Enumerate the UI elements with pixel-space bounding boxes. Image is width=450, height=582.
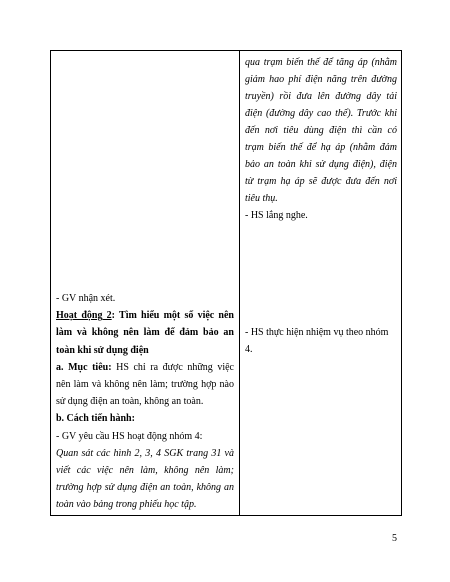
page-number: 5 [392,533,397,544]
teacher-column [56,290,234,514]
activity-title: : Tìm hiểu một số việc nên làm và không nên làm để đảm bảo an toàn khi sử dụng điện [56,310,234,356]
instruction-text: - GV yêu cầu HS hoạt động nhóm 4: [56,430,203,442]
activity-heading [56,307,234,359]
lesson-table [50,50,402,516]
student-column-top [245,54,397,224]
goal-paragraph [56,359,234,411]
remark-text: - GV nhận xét. [56,293,116,304]
column-divider [239,51,240,515]
explanation-text: qua trạm biến thế để tăng áp (nhằm giảm hao phí điện năng trên đường truyền) rồi đưa lên đường dây tải điện (đường dây cao thế). Trước khi đến nơi tiêu dùng điện thì cần có trạm biến thế để hạ áp (nhằm đảm bảo an toàn khi sử dụng điện), điện từ trạm hạ áp sẽ được đưa đến nơi tiêu thụ. [245,57,397,204]
goal-text: HS chỉ ra được những việc nên làm và không nên làm; trường hợp nào sử dụng điện an toàn, không an toàn. [56,361,234,408]
student-task-text: - HS thực hiện nhiệm vụ theo nhóm 4. [245,327,389,355]
goal-label: a. Mục tiêu: [56,361,112,373]
method-label: b. Cách tiến hành: [56,413,135,425]
task-text: Quan sát các hình 2, 3, 4 SGK trang 31 và viết các việc nên làm, không nên làm; trường hợp sử dụng điện an toàn, không an toàn vào bảng trong phiếu học tập. [56,447,234,511]
activity-label: Hoạt động 2 [56,310,112,322]
listen-text: - HS lắng nghe. [245,210,308,221]
